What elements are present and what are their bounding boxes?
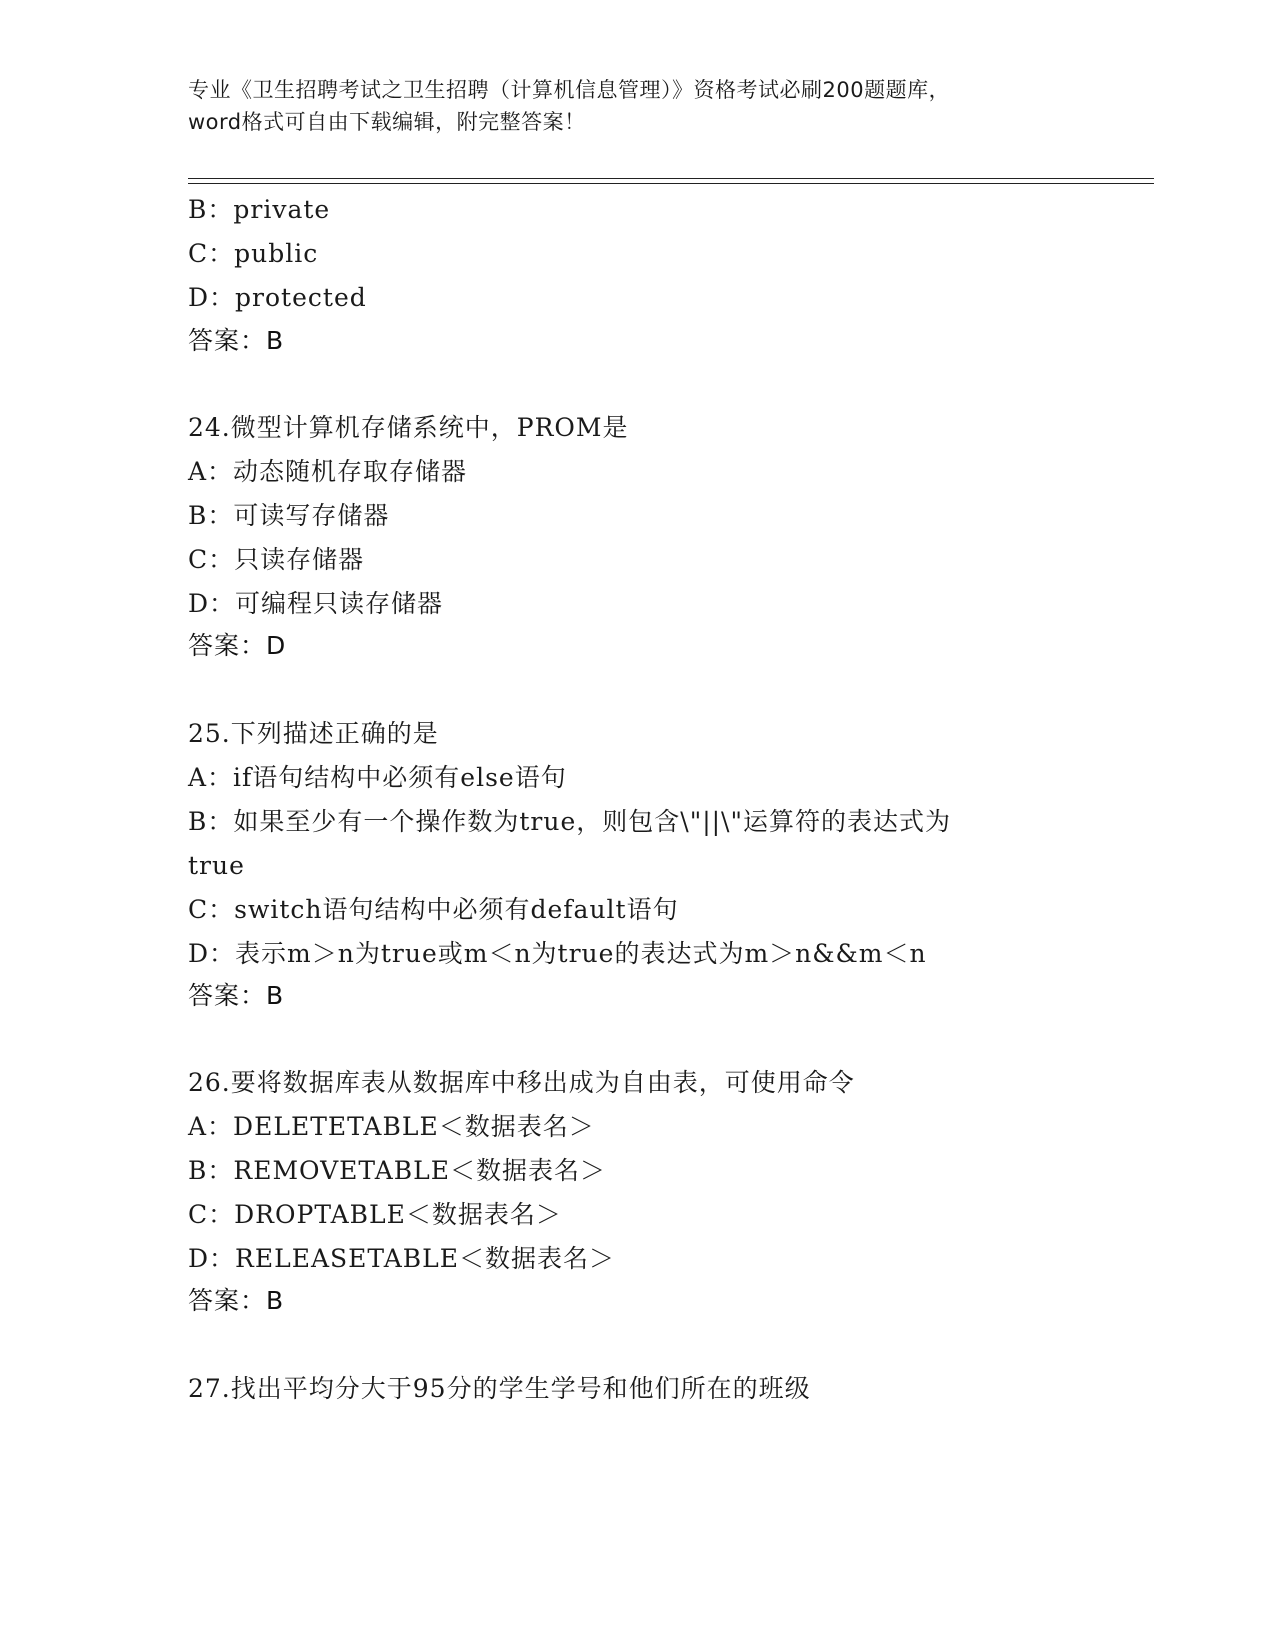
q25-question: 25.下列描述正确的是 bbox=[188, 719, 439, 748]
q24-answer: 答案：D bbox=[188, 631, 287, 660]
q24-option-d: D：可编程只读存储器 bbox=[188, 589, 444, 618]
q24-option-a: A：动态随机存取存储器 bbox=[188, 457, 468, 486]
q25-option-c: C：switch语句结构中必须有default语句 bbox=[188, 895, 679, 924]
q24-option-c: C：只读存储器 bbox=[188, 545, 365, 574]
header-divider-bottom bbox=[188, 183, 1154, 184]
q26-question: 26.要将数据库表从数据库中移出成为自由表，可使用命令 bbox=[188, 1068, 855, 1097]
q25-option-d: D：表示m＞n为true或m＜n为true的表达式为m＞n&&m＜n bbox=[188, 939, 927, 968]
q26-option-b: B：REMOVETABLE＜数据表名＞ bbox=[188, 1156, 606, 1185]
q26-option-d: D：RELEASETABLE＜数据表名＞ bbox=[188, 1244, 615, 1273]
q25-answer: 答案：B bbox=[188, 981, 285, 1010]
header-title-line-2: word格式可自由下载编辑，附完整答案！ bbox=[188, 110, 586, 134]
q25-option-b-continued: true bbox=[188, 851, 245, 880]
q24-question: 24.微型计算机存储系统中，PROM是 bbox=[188, 413, 629, 442]
q26-option-c: C：DROPTABLE＜数据表名＞ bbox=[188, 1200, 562, 1229]
q25-option-a: A：if语句结构中必须有else语句 bbox=[188, 763, 567, 792]
q23-option-c: C：public bbox=[188, 239, 319, 268]
q24-option-b: B：可读写存储器 bbox=[188, 501, 390, 530]
q26-answer: 答案：B bbox=[188, 1286, 285, 1315]
document-header bbox=[188, 74, 1088, 138]
q23-option-d: D：protected bbox=[188, 283, 367, 312]
q26-option-a: A：DELETETABLE＜数据表名＞ bbox=[188, 1112, 595, 1141]
q23-answer: 答案：B bbox=[188, 326, 285, 355]
q25-option-b: B：如果至少有一个操作数为true，则包含\"||\"运算符的表达式为 bbox=[188, 807, 951, 836]
header-divider-top bbox=[188, 178, 1154, 179]
q27-question: 27.找出平均分大于95分的学生学号和他们所在的班级 bbox=[188, 1374, 811, 1403]
header-title-line-1: 专业《卫生招聘考试之卫生招聘（计算机信息管理）》资格考试必刷200题题库， bbox=[188, 78, 951, 102]
q23-option-b: B：private bbox=[188, 195, 331, 224]
